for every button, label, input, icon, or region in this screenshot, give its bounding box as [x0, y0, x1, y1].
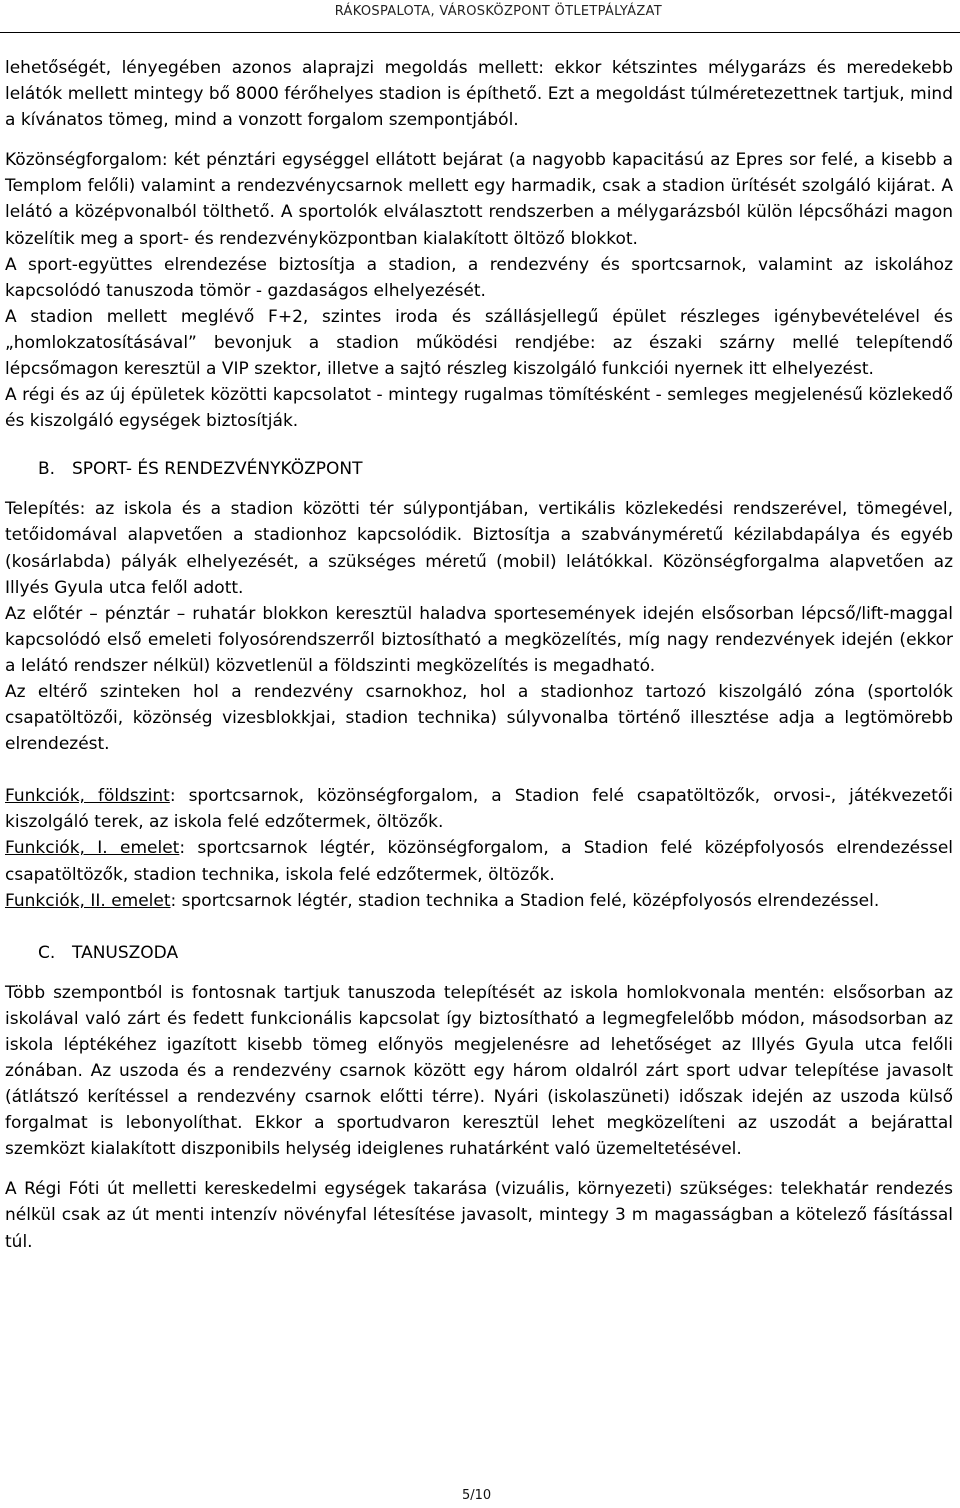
functions-label: Funkciók, földszint	[5, 786, 170, 807]
section-heading-b	[5, 456, 953, 482]
paragraph: Telepítés: az iskola és a stadion közötti tér súlypontjában, vertikális közlekedési rendszerével, tömegével, tetőidomával alapvetően a stadionhoz kapcsolódik. Biztosítja a szabványméretű kézilabdapálya és egyéb (kosárlabda) pályák elhelyezését, a szükséges méretű (mobil) lelátókkal. Közönségforgalma alapvetően az Illyés Gyula utca felől adott.	[5, 499, 953, 598]
section-letter: B.	[38, 459, 56, 480]
functions-label: Funkciók, I. emelet	[5, 838, 180, 859]
paragraph: A régi és az új épületek közötti kapcsolatot - mintegy rugalmas tömítésként - semleges megjelenésű közlekedő és kiszolgáló egységek biztosítják.	[5, 385, 953, 432]
section-heading-c	[5, 940, 953, 966]
functions-text: : sportcsarnok, közönségforgalom, a Stadion felé csapatöltözők, orvosi-, játékvezetői kiszolgáló terek, az iskola felé edzőtermek, öltözők.	[5, 786, 953, 833]
page-number: 5/10	[462, 1488, 492, 1503]
paragraph: Az előtér – pénztár – ruhatár blokkon keresztül haladva sportesemények idején elsősorban lépcső/lift-maggal kapcsolódó első emeleti folyosórendszerről biztosítható a megközelítés, míg nagy rendezvények idején (ekkor a lelátó rendszer nélkül) közvetlenül a földszinti megközelítés is megadható.	[5, 603, 953, 676]
paragraph: Közönségforgalom: két pénztári egységgel ellátott bejárat (a nagyobb kapacitású az Epres sor felé, a kisebb a Templom felőli) valamint a rendezvénycsarnok mellett egy harmadik, csak a stadion ürítését szolgáló kijárat. A lelátó a középvonalból tölthető. A sportolók elválasztott rendszerben a mélygarázsból külön lépcsőházi magon közelítik meg a sport- és rendezvényközpontban kialakított öltöző blokkot.	[5, 150, 953, 249]
section-title: TANUSZODA	[72, 942, 179, 963]
paragraph: Az eltérő szinteken hol a rendezvény csarnokhoz, hol a stadionhoz tartozó kiszolgáló zóna (sportolók csapatöltözői, közönség vizesblokkjai, stadion technika) súlyvonalba történő illesztése adja a legtömörebb elrendezést.	[5, 681, 953, 755]
functions-second-floor	[5, 888, 953, 914]
functions-label: Funkciók, II. emelet	[5, 890, 171, 911]
paragraph: A sport-együttes elrendezése biztosítja a stadion, a rendezvény és sportcsarnok, valamint az iskolához kapcsolódó tanuszoda tömör - gazdaságos elhelyezését.	[5, 254, 953, 301]
functions-text: : sportcsarnok légtér, stadion technika a Stadion felé, középfolyosós elrendezéssel.	[170, 890, 880, 911]
section-letter: C.	[38, 942, 56, 963]
paragraph: lehetőségét, lényegében azonos alaprajzi megoldás mellett: ekkor kétszintes mélygarázs és meredekebb lelátók mellett mintegy bő 8000 férőhelyes stadion is építhető. Ezt a megoldást túlméretezettnek tartjuk, mind a kívánatos tömeg, mind a vonzott forgalom szempontjából.	[5, 58, 953, 131]
section-title: SPORT- ÉS RENDEZVÉNYKÖZPONT	[72, 459, 363, 480]
functions-first-floor	[5, 835, 953, 887]
functions-ground-floor	[5, 783, 953, 835]
paragraph: Több szempontból is fontosnak tartjuk tanuszoda telepítését az iskola homlokvonala mentén: elsősorban az iskolával való zárt és fedett funkcionális kapcsolat így biztosítható a legmegfelelőbb módon, másodsorban az iskola léptékéhez igazított kisebb tömeg előnyös megjelenésre ad lehetőséget az Illyés Gyula utca felőli zónában. Az uszoda és a rendezvény csarnok között egy három oldalról zárt sport udvar telepítése javasolt (átlátszó kerítéssel a rendezvény csarnok előtti térre). Nyári (iskolaszüneti) időszak idején az uszoda külső forgalmat is lebonyolíthat. Ekkor a sportudvaron keresztül lehet megközelíteni az uszodát a bejárattal szemközt kialakított diszponibils helység ideiglenes ruhatárként való üzemeltetésével.	[5, 982, 953, 1160]
document-body	[5, 55, 953, 1255]
functions-text: : sportcsarnok légtér, közönségforgalom, a Stadion felé középfolyosós elrendezéssel csapatöltözők, stadion technika, iskola felé edzőtermek, öltözők.	[5, 838, 953, 885]
header-divider	[0, 32, 960, 33]
paragraph: A Régi Fóti út melletti kereskedelmi egységek takarása (vizuális, környezeti) szükséges: telekhatár rendezés nélkül csak az út menti intenzív növényfal létesítése javasolt, mintegy 3 m magasságban a kötelező fásítással túl.	[5, 1179, 953, 1252]
page-header: RÁKOSPALOTA, VÁROSKÖZPONT ÖTLETPÁLYÁZAT	[334, 4, 662, 19]
paragraph: A stadion mellett meglévő F+2, szintes iroda és szállásjellegű épület részleges igénybevételével és „homlokzatosításával” bevonjuk a stadion működési rendjébe: az északi szárny mellé telepítendő lépcsőmagon keresztül a VIP szektor, illetve a sajtó részleg kiszolgáló funkciói nyernek itt elhelyezést.	[5, 306, 953, 380]
